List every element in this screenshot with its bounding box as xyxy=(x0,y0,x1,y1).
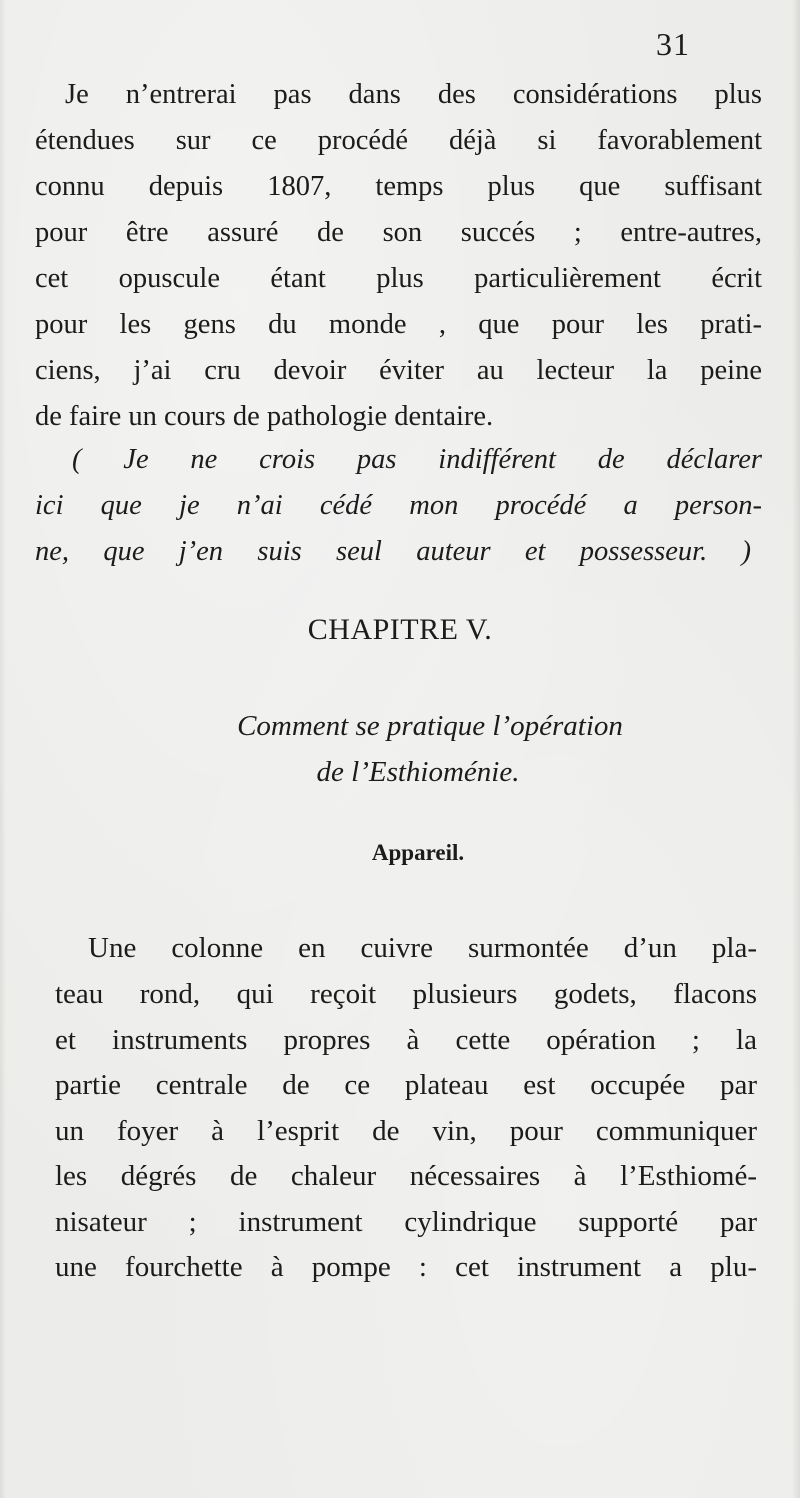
section-heading: Appareil. xyxy=(371,840,465,865)
paragraph-line: de faire un cours de pathologie dentaire. xyxy=(35,401,494,432)
paragraph-line: Je n’entrerai pas dans des considérations plus xyxy=(65,79,762,110)
note-line: ( Je ne crois pas indifférent de déclarer xyxy=(72,444,762,475)
paragraph-line: Une colonne en cuivre surmontée d’un pla- xyxy=(88,932,757,964)
paragraph-line: un foyer à l’esprit de vin, pour communiquer xyxy=(55,1115,757,1147)
chapter-subtitle: de l’Esthioménie. xyxy=(316,756,520,788)
paragraph-line: pour être assuré de son succés ; entre-autres, xyxy=(35,217,762,248)
page-number: 31 xyxy=(656,26,690,62)
paragraph-line: ciens, j’ai cru devoir éviter au lecteur la peine xyxy=(35,355,762,386)
paragraph-line: partie centrale de ce plateau est occupée par xyxy=(55,1069,757,1101)
paragraph-line: cet opuscule étant plus particulièrement écrit xyxy=(35,263,762,294)
paragraph-line: et instruments propres à cette opération ; la xyxy=(55,1024,757,1056)
note-line: ici que je n’ai cédé mon procédé a person- xyxy=(35,490,762,521)
paragraph-line: teau rond, qui reçoit plusieurs godets, flacons xyxy=(55,978,757,1010)
paragraph-line: une fourchette à pompe : cet instrument a plu- xyxy=(55,1251,757,1283)
note-line: ne, que j’en suis seul auteur et possesseur. ) xyxy=(35,536,751,567)
chapter-subtitle: Comment se pratique l’opération xyxy=(237,710,623,742)
paragraph-line: nisateur ; instrument cylindrique supporté par xyxy=(55,1206,757,1238)
paragraph-line: connu depuis 1807, temps plus que suffisant xyxy=(35,171,762,202)
paragraph-line: les dégrés de chaleur nécessaires à l’Esthiomé- xyxy=(55,1160,757,1192)
paragraph-line: étendues sur ce procédé déjà si favorablement xyxy=(35,125,762,156)
chapter-title: CHAPITRE V. xyxy=(307,613,493,646)
paragraph-line: pour les gens du monde , que pour les prati- xyxy=(35,309,762,340)
